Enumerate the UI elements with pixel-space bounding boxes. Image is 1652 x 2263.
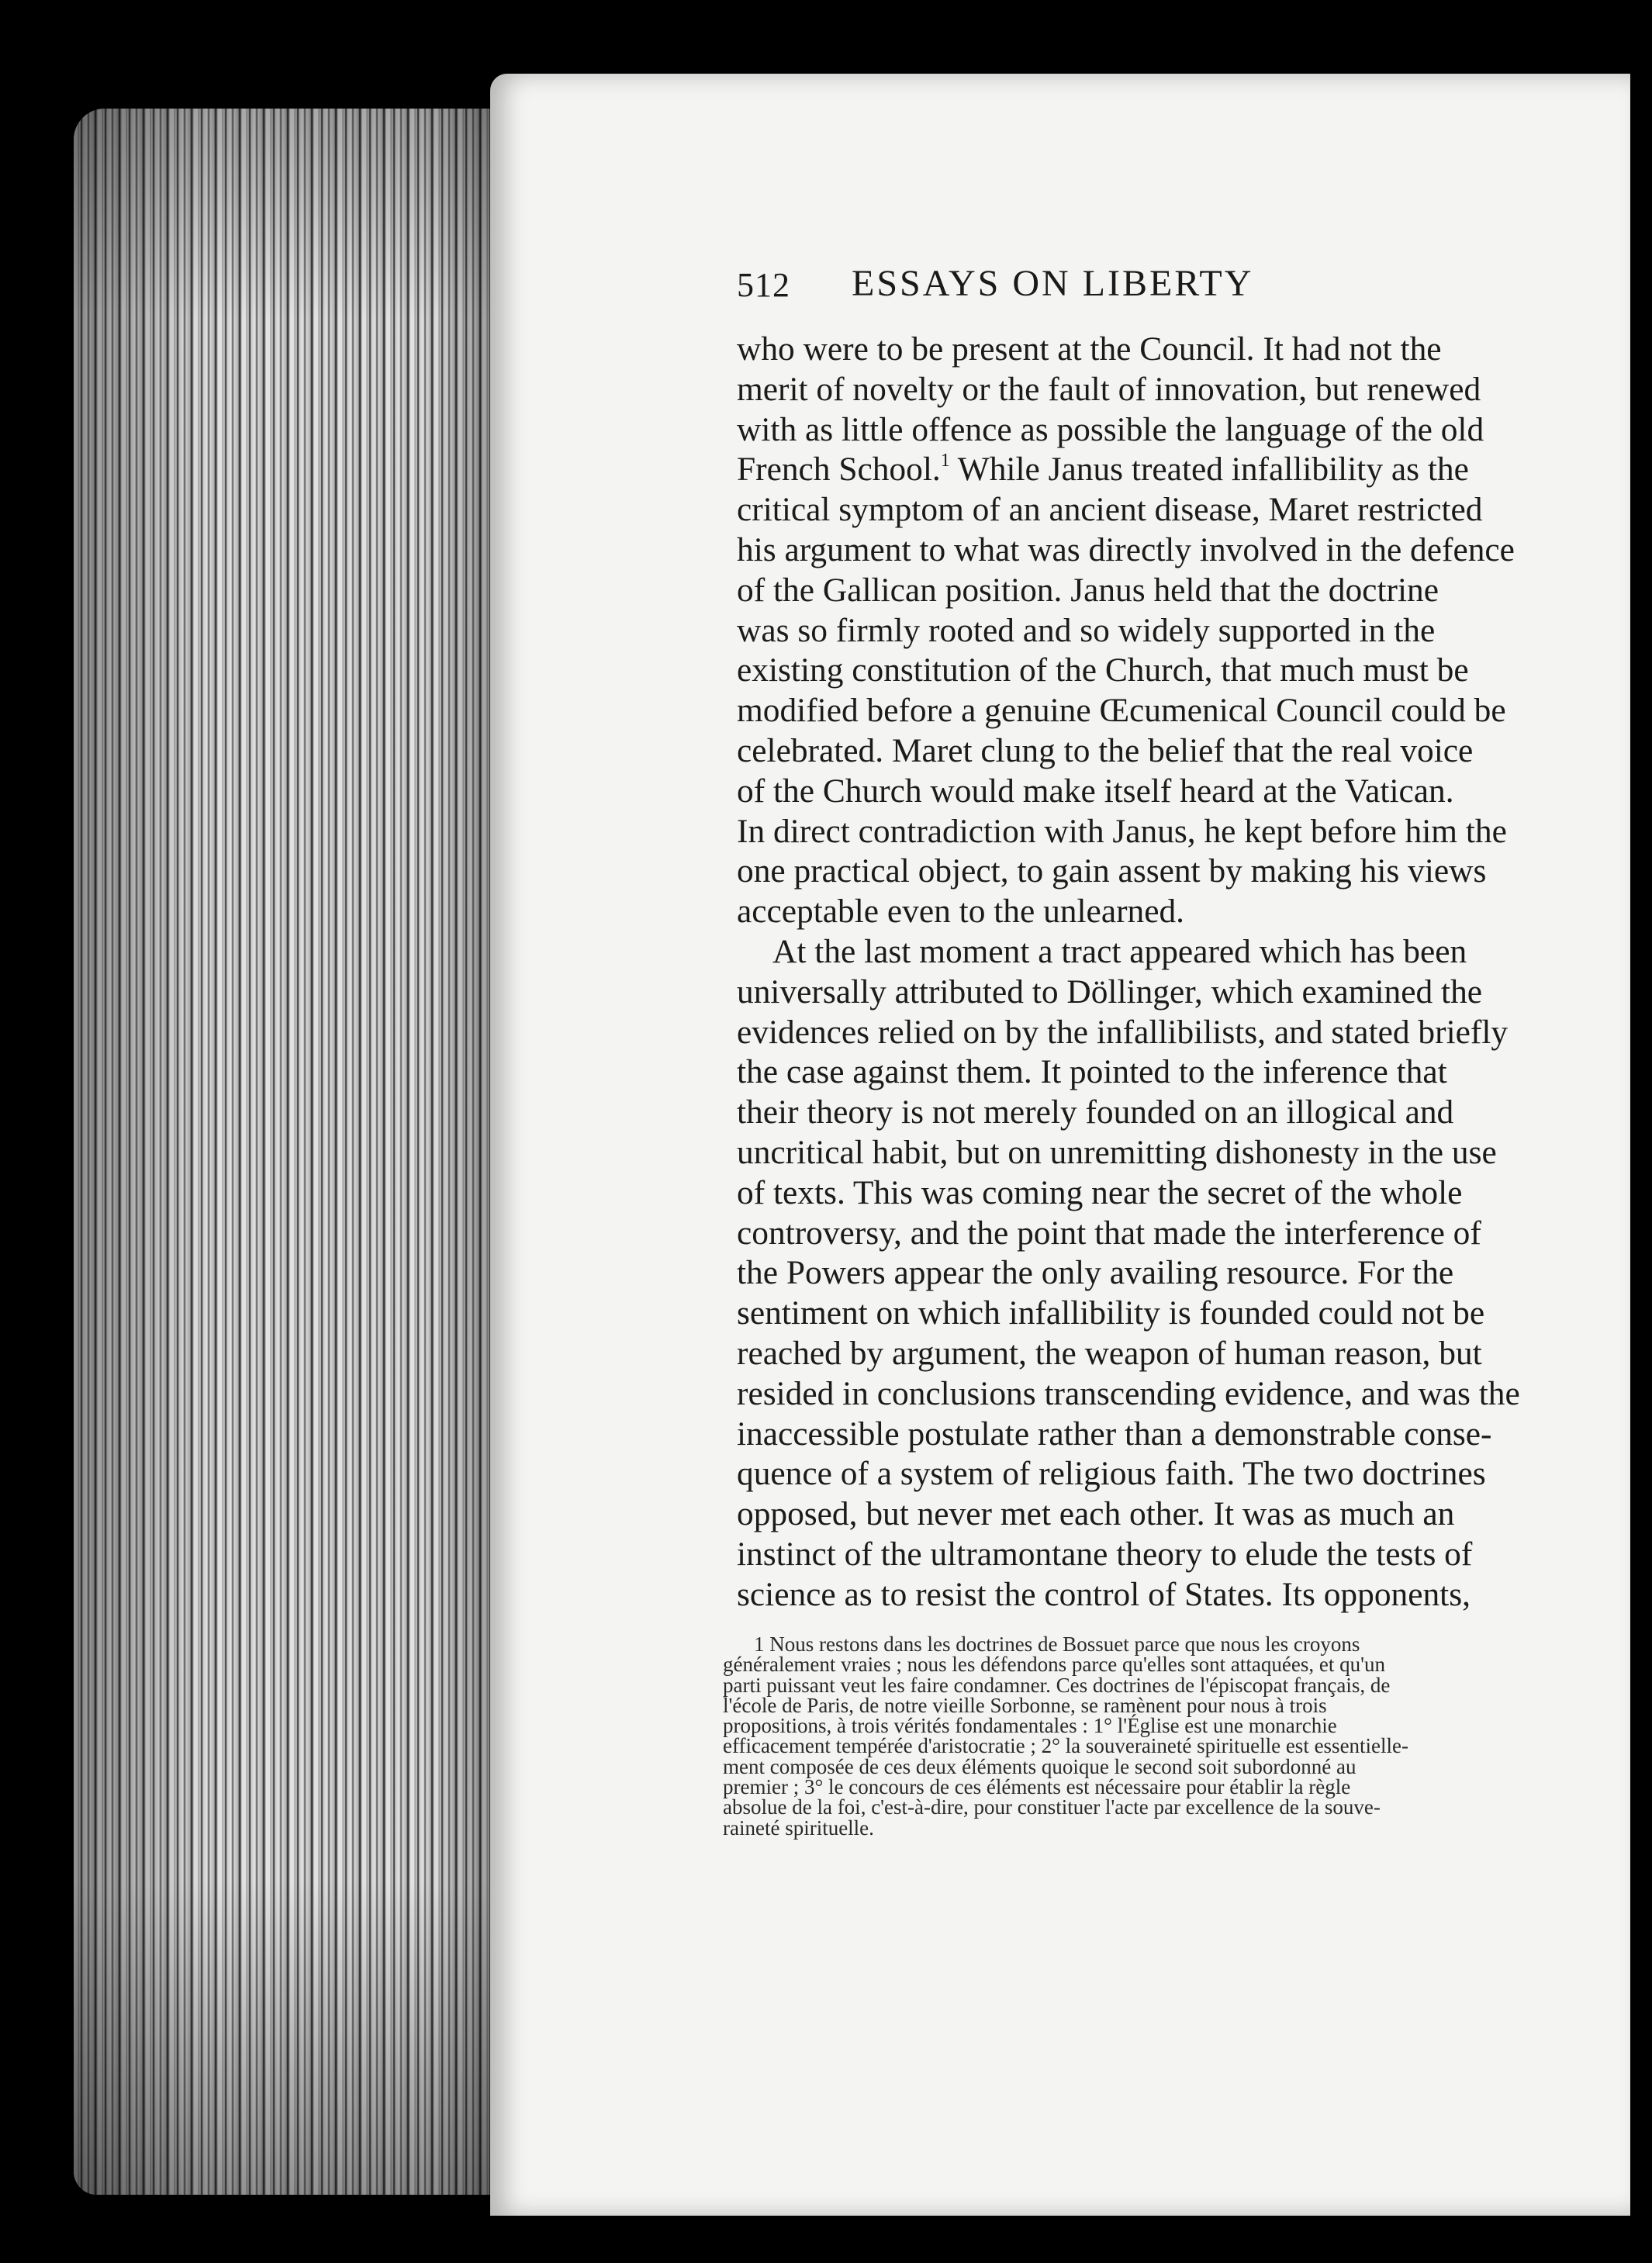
footnote-line: parti puissant veut les faire condamner. Ces doctrines de l'épiscopat français, de bbox=[723, 1673, 1391, 1697]
footnote-line: l'école de Paris, de notre vieille Sorbonne, se ramènent pour nous à trois bbox=[723, 1693, 1327, 1717]
footnote-line: généralement vraies ; nous les défendons parce qu'elles sont attaquées, et qu'un bbox=[723, 1653, 1385, 1677]
body-line: science as to resist the control of States. Its opponents, bbox=[737, 1575, 1471, 1613]
body-line: resided in conclusions transcending evidence, and was the bbox=[737, 1374, 1520, 1412]
body-line: In direct contradiction with Janus, he kept before him the bbox=[737, 812, 1507, 850]
body-line: his argument to what was directly involved in the defence bbox=[737, 530, 1515, 568]
body-text bbox=[737, 330, 1605, 1615]
body-line: with as little offence as possible the language of the old bbox=[737, 410, 1484, 448]
body-line: of texts. This was coming near the secret of the whole bbox=[737, 1173, 1463, 1211]
running-head bbox=[737, 262, 1621, 316]
body-line: one practical object, to gain assent by making his views bbox=[737, 852, 1487, 890]
body-line: their theory is not merely founded on an illogical and bbox=[737, 1093, 1454, 1132]
body-line: instinct of the ultramontane theory to elude the tests of bbox=[737, 1535, 1473, 1573]
body-line: modified before a genuine Œcumenical Council could be bbox=[737, 692, 1506, 730]
footnote-line: raineté spirituelle. bbox=[723, 1816, 874, 1840]
footnote-line: ment composée de ces deux éléments quoique le second soit subordonné au bbox=[723, 1754, 1357, 1778]
body-line: sentiment on which infallibility is founded could not be bbox=[737, 1294, 1485, 1332]
body-line: merit of novelty or the fault of innovation, but renewed bbox=[737, 370, 1481, 408]
footnote-line: propositions, à trois vérités fondamentales : 1° l'Église est une monarchie bbox=[723, 1714, 1337, 1738]
body-line: of the Gallican position. Janus held that the doctrine bbox=[737, 571, 1439, 609]
body-line: critical symptom of an ancient disease, Maret restricted bbox=[737, 491, 1483, 529]
body-line-tail: While Janus treated infallibility as the bbox=[949, 451, 1469, 489]
body-line: quence of a system of religious faith. The two doctrines bbox=[737, 1455, 1486, 1493]
body-line: inaccessible postulate rather than a demonstrable conse- bbox=[737, 1415, 1492, 1453]
footnote bbox=[723, 1634, 1607, 1838]
body-line: evidences relied on by the infallibilists, and stated briefly bbox=[737, 1013, 1509, 1051]
footnote-line: efficacement tempérée d'aristocratie ; 2° la souveraineté spirituelle est essentielle- bbox=[723, 1734, 1409, 1758]
footnote-line: premier ; 3° le concours de ces éléments est nécessaire pour établir la règle bbox=[723, 1775, 1351, 1799]
body-line: existing constitution of the Church, that much must be bbox=[737, 651, 1469, 689]
body-line: of the Church would make itself heard at the Vatican. bbox=[737, 772, 1454, 810]
fore-edge-shadow bbox=[74, 109, 520, 2195]
body-line: celebrated. Maret clung to the belief that the real voice bbox=[737, 731, 1474, 769]
footnote-line: absolue de la foi, c'est-à-dire, pour constituer l'acte par excellence de la souve- bbox=[723, 1795, 1381, 1819]
body-line: reached by argument, the weapon of human reason, but bbox=[737, 1334, 1482, 1372]
body-line: the case against them. It pointed to the inference that bbox=[737, 1053, 1447, 1091]
body-line-text: French School. bbox=[737, 451, 941, 489]
body-line: uncritical habit, but on unremitting dishonesty in the use bbox=[737, 1133, 1497, 1171]
page-512 bbox=[490, 74, 1630, 2216]
page-number: 512 bbox=[737, 266, 790, 304]
paragraph-start-line: At the last moment a tract appeared which has been bbox=[772, 932, 1467, 970]
body-line: the Powers appear the only availing resource. For the bbox=[737, 1254, 1454, 1292]
body-line-with-footnote bbox=[737, 450, 1605, 490]
running-head-title: ESSAYS ON LIBERTY bbox=[852, 263, 1254, 304]
body-line: who were to be present at the Council. It had not the bbox=[737, 330, 1442, 368]
body-line: acceptable even to the unlearned. bbox=[737, 893, 1185, 931]
body-line: was so firmly rooted and so widely supported in the bbox=[737, 611, 1436, 649]
body-line: universally attributed to Döllinger, which examined the bbox=[737, 973, 1483, 1011]
body-line: controversy, and the point that made the interference of bbox=[737, 1214, 1481, 1252]
body-line: opposed, but never met each other. It was as much an bbox=[737, 1495, 1455, 1533]
footnote-line: 1 Nous restons dans les doctrines de Bossuet parce que nous les croyons bbox=[754, 1632, 1360, 1656]
footnote-reference: 1 bbox=[940, 451, 950, 472]
